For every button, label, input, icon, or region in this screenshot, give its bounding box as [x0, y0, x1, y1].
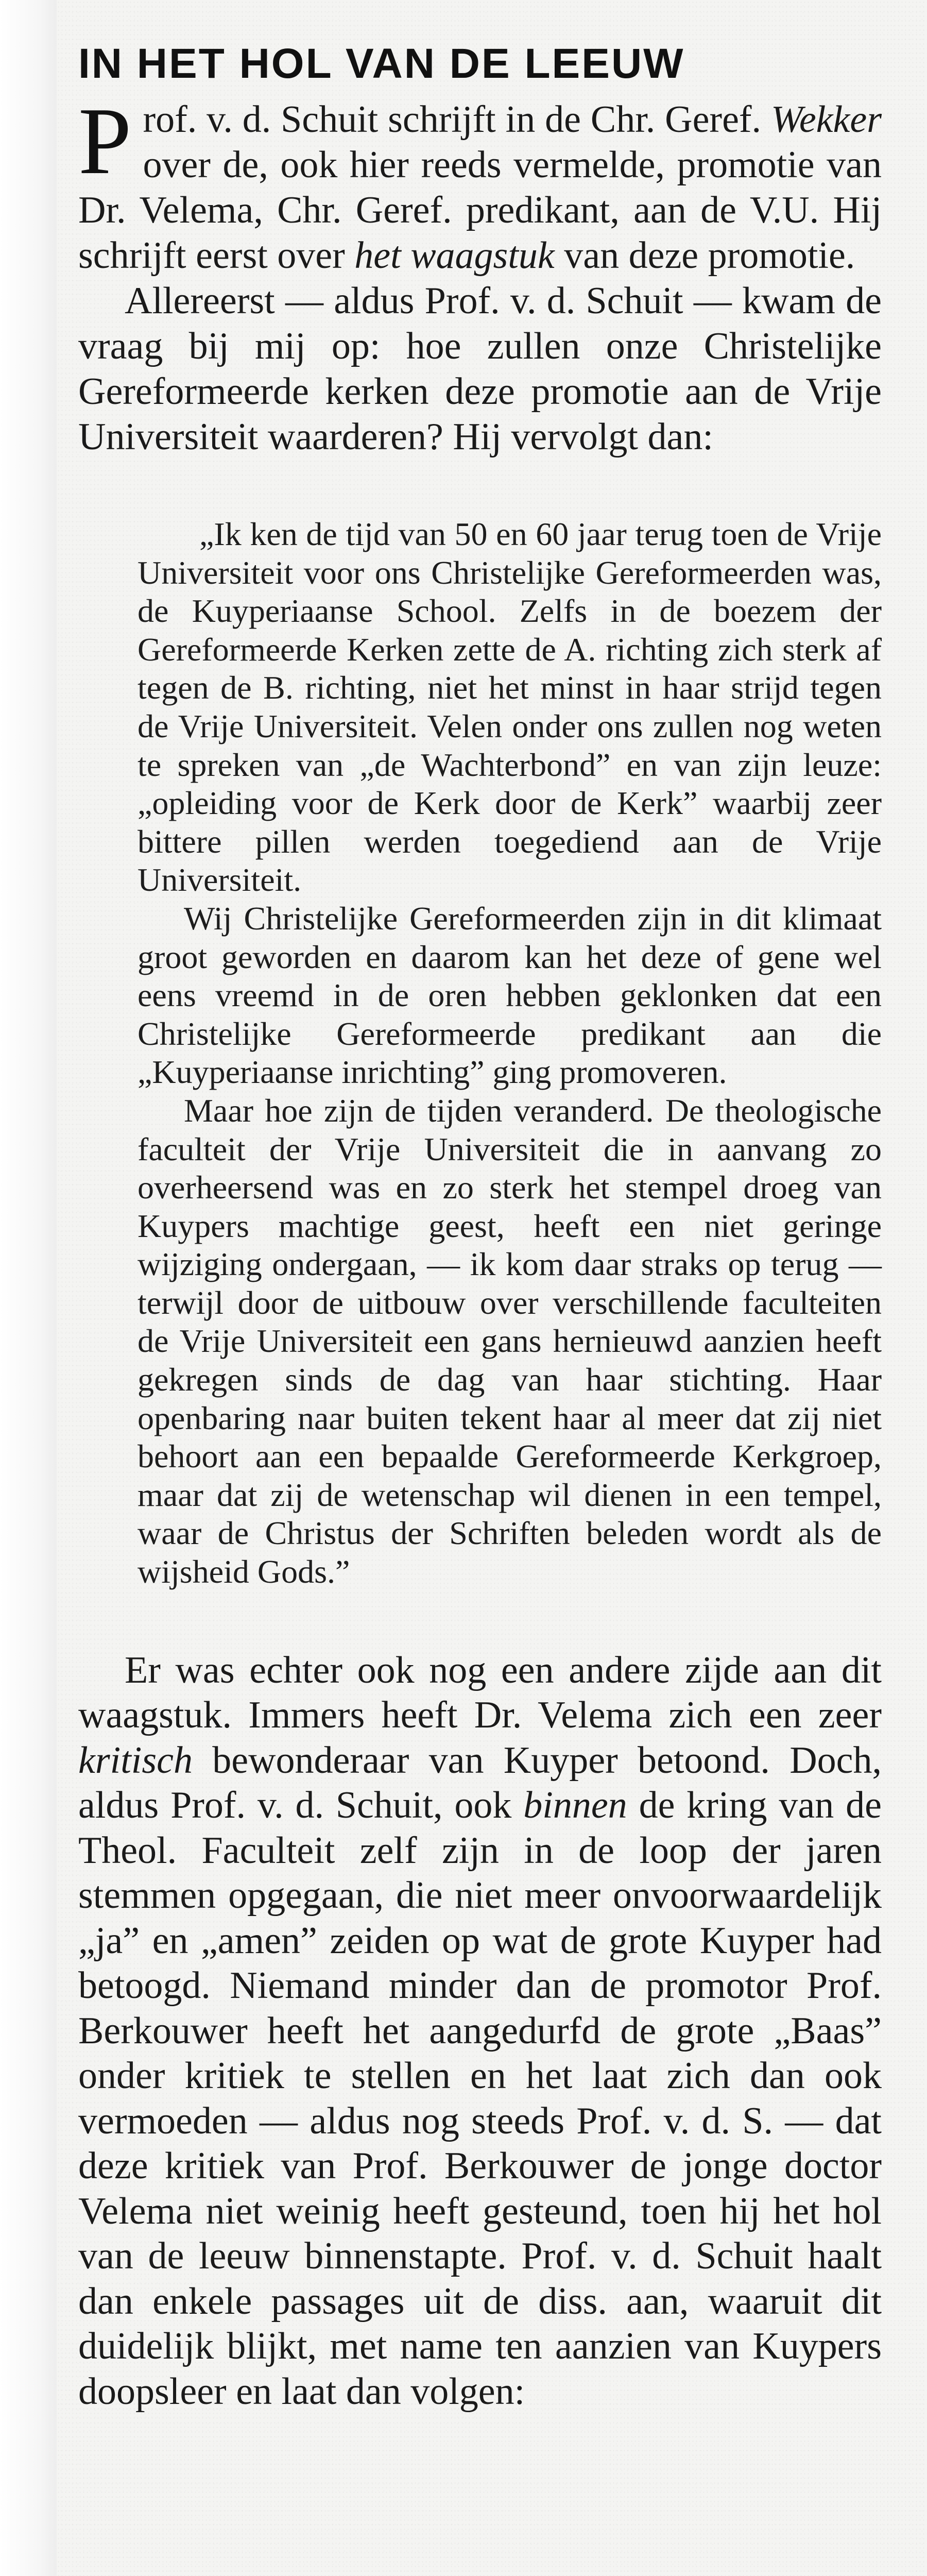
closing-run: bewonderaar van Kuyper betoond. Doch, aldus Prof. v. d. Schuit, ook	[78, 1739, 882, 1827]
intro-run: over de, ook hier reeds vermelde, promotie van Dr. Velema, Chr. Geref. predikant, aan de V.U. Hij schrijft eerst over	[78, 144, 882, 277]
closing-run: Er was echter ook nog een andere zijde aan dit waagstuk. Immers heeft Dr. Velema zich een zeer	[78, 1649, 882, 1737]
closing-run: de kring van de Theol. Faculteit zelf zijn in de loop der jaren stemmen opgegaan, die niet meer onvoorwaardelijk „ja” en „amen” zeiden op wat de grote Kuyper had betoogd. Niemand minder dan de promotor Prof. Berkouwer heeft het aangedurfd de grote „Baas” onder kritiek te stellen en het laat zich dan ook vermoeden — aldus nog steeds Prof. v. d. S. — dat deze kritiek van Prof. Berkouwer de jonge doctor Velema niet weinig heeft gesteund, toen hij het hol van de leeuw binnenstapte. Prof. v. d. Schuit haalt dan enkele passages uit de diss. aan, waaruit dit duidelijk blijkt, met name ten aanzien van Kuypers doopsleer en laat dan volgen:	[78, 1784, 882, 2413]
article-title: IN HET HOL VAN DE LEEUW	[78, 40, 685, 87]
intro-run: van deze promotie.	[554, 234, 855, 277]
scan-margin	[0, 0, 57, 2576]
drop-cap: P	[78, 88, 132, 194]
intro-paragraph	[78, 88, 882, 278]
closing-paragraph	[78, 1648, 882, 2415]
quote-paragraph: „Ik ken de tijd van 50 en 60 jaar terug toen de Vrije Universiteit voor ons Christelijke Gereformeerden was, de Kuyperiaanse School. Zelfs in de boezem der Gereformeerde Kerken zette de A. richting zich sterk af tegen de B. richting, niet het minst in haar strijd tegen de Vrije Universiteit. Velen onder ons zullen nog weten te spreken van „de Wachterbond” en van zijn leuze: „opleiding voor de Kerk door de Kerk” waarbij zeer bittere pillen werden toegediend aan de Vrije Universiteit.	[138, 516, 882, 899]
article	[78, 40, 882, 2452]
quote-paragraph: Wij Christelijke Gereformeerden zijn in dit klimaat groot geworden en daarom kan het deze of gene wel eens vreemd in de oren hebben geklonken dat een Christelijke Gereformeerde predikant aan die „Kuyperiaanse inrichting” ging promoveren.	[138, 900, 882, 1091]
closing-run-italic: binnen	[523, 1784, 627, 1827]
newspaper-clipping	[57, 0, 927, 2576]
quote-paragraph: Maar hoe zijn de tijden veranderd. De theologische faculteit der Vrije Universiteit die in aanvang zo overheersend was en zo sterk het stempel droeg van Kuypers machtige geest, heeft een niet geringe wijziging ondergaan, — ik kom daar straks op terug — terwijl door de uitbouw over verschillende faculteiten de Vrije Universiteit een gans hernieuwd aanzien heeft gekregen sinds de dag van haar stichting. Haar openbaring naar buiten tekent haar al meer dat zij niet behoort aan een bepaalde Gereformeerde Kerkgroep, maar dat zij de wetenschap wil dienen in een tempel, waar de Christus der Schriften beleden wordt als de wijsheid Gods.”	[138, 1092, 882, 1590]
intro-run-italic: Wekker	[770, 98, 882, 141]
intro-run: rof. v. d. Schuit schrijft in de Chr. Geref.	[143, 98, 771, 141]
block-quote	[78, 515, 882, 1591]
second-paragraph: Allereerst — aldus Prof. v. d. Schuit — kwam de vraag bij mij op: hoe zullen onze Christelijke Gereformeerde kerken deze promotie aan de Vrije Universiteit waarderen? Hij vervolgt dan:	[78, 280, 882, 458]
closing-run-italic: kritisch	[78, 1739, 193, 1782]
intro-run-italic: het waagstuk	[354, 234, 555, 277]
